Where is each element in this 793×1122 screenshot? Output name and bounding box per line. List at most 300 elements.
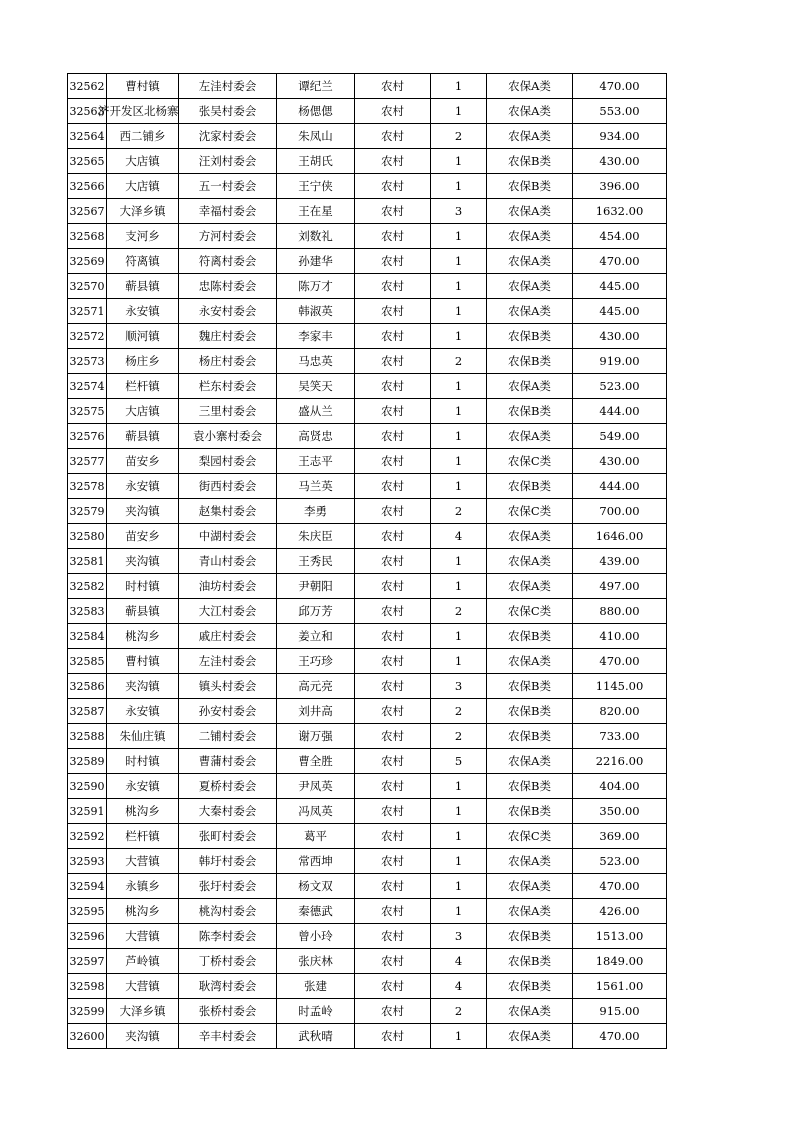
village-committee-cell: 忠陈村委会 (179, 274, 277, 299)
area-type-cell: 农村 (355, 774, 431, 799)
amount-cell: 470.00 (573, 74, 667, 99)
area-type-cell: 农村 (355, 524, 431, 549)
amount-cell: 426.00 (573, 899, 667, 924)
household-count-cell: 2 (431, 599, 487, 624)
household-count-cell: 2 (431, 724, 487, 749)
insurance-category-cell: 农保B类 (487, 174, 573, 199)
township-cell: 永镇乡 (107, 874, 179, 899)
amount-cell: 404.00 (573, 774, 667, 799)
person-name-cell: 朱凤山 (277, 124, 355, 149)
township-cell: 大泽乡镇 (107, 999, 179, 1024)
amount-cell: 2216.00 (573, 749, 667, 774)
amount-cell: 1646.00 (573, 524, 667, 549)
record-id-cell: 32581 (68, 549, 107, 574)
person-name-cell: 王宁侠 (277, 174, 355, 199)
area-type-cell: 农村 (355, 349, 431, 374)
insurance-category-cell: 农保A类 (487, 374, 573, 399)
record-id-cell: 32598 (68, 974, 107, 999)
amount-cell: 553.00 (573, 99, 667, 124)
household-count-cell: 1 (431, 399, 487, 424)
township-cell: 苗安乡 (107, 524, 179, 549)
record-id-cell: 32562 (68, 74, 107, 99)
insurance-category-cell: 农保A类 (487, 849, 573, 874)
person-name-cell: 常西坤 (277, 849, 355, 874)
insurance-category-cell: 农保C类 (487, 499, 573, 524)
record-id-cell: 32597 (68, 949, 107, 974)
area-type-cell: 农村 (355, 874, 431, 899)
table-row (68, 499, 667, 524)
person-name-cell: 孙建华 (277, 249, 355, 274)
township-cell: 西二铺乡 (107, 124, 179, 149)
record-id-cell: 32577 (68, 449, 107, 474)
record-id-cell: 32592 (68, 824, 107, 849)
person-name-cell: 王在星 (277, 199, 355, 224)
record-id-cell: 32584 (68, 624, 107, 649)
township-cell: 夹沟镇 (107, 1024, 179, 1049)
household-count-cell: 1 (431, 174, 487, 199)
area-type-cell: 农村 (355, 999, 431, 1024)
record-id-cell: 32591 (68, 799, 107, 824)
record-id-cell: 32578 (68, 474, 107, 499)
person-name-cell: 高元亮 (277, 674, 355, 699)
household-count-cell: 1 (431, 1024, 487, 1049)
amount-cell: 445.00 (573, 299, 667, 324)
village-committee-cell: 孙安村委会 (179, 699, 277, 724)
village-committee-cell: 沈家村委会 (179, 124, 277, 149)
table-row (68, 824, 667, 849)
township-cell: 夹沟镇 (107, 499, 179, 524)
area-type-cell: 农村 (355, 899, 431, 924)
household-count-cell: 4 (431, 524, 487, 549)
insurance-category-cell: 农保B类 (487, 474, 573, 499)
household-count-cell: 2 (431, 349, 487, 374)
village-committee-cell: 大江村委会 (179, 599, 277, 624)
area-type-cell: 农村 (355, 124, 431, 149)
table-row (68, 649, 667, 674)
record-id-cell: 32569 (68, 249, 107, 274)
village-committee-cell: 梨园村委会 (179, 449, 277, 474)
person-name-cell: 葛平 (277, 824, 355, 849)
village-committee-cell: 曹蒲村委会 (179, 749, 277, 774)
village-committee-cell: 二铺村委会 (179, 724, 277, 749)
person-name-cell: 马兰英 (277, 474, 355, 499)
amount-cell: 1632.00 (573, 199, 667, 224)
record-id-cell: 32565 (68, 149, 107, 174)
table-row (68, 899, 667, 924)
household-count-cell: 1 (431, 799, 487, 824)
area-type-cell: 农村 (355, 324, 431, 349)
amount-cell: 523.00 (573, 374, 667, 399)
area-type-cell: 农村 (355, 574, 431, 599)
township-cell: 朱仙庄镇 (107, 724, 179, 749)
amount-cell: 444.00 (573, 399, 667, 424)
township-cell: 永安镇 (107, 299, 179, 324)
record-id-cell: 32573 (68, 349, 107, 374)
record-id-cell: 32593 (68, 849, 107, 874)
amount-cell: 1145.00 (573, 674, 667, 699)
area-type-cell: 农村 (355, 149, 431, 174)
person-name-cell: 吴笑天 (277, 374, 355, 399)
record-id-cell: 32574 (68, 374, 107, 399)
person-name-cell: 姜立和 (277, 624, 355, 649)
insurance-category-cell: 农保A类 (487, 1024, 573, 1049)
township-cell: 时村镇 (107, 749, 179, 774)
person-name-cell: 马忠英 (277, 349, 355, 374)
insurance-category-cell: 农保C类 (487, 824, 573, 849)
insurance-category-cell: 农保B类 (487, 949, 573, 974)
township-cell: 大营镇 (107, 849, 179, 874)
township-cell: 曹村镇 (107, 649, 179, 674)
table-row (68, 349, 667, 374)
table-body (68, 74, 667, 1049)
amount-cell: 1849.00 (573, 949, 667, 974)
table-row (68, 999, 667, 1024)
area-type-cell: 农村 (355, 474, 431, 499)
township-cell: 永安镇 (107, 699, 179, 724)
household-count-cell: 5 (431, 749, 487, 774)
insurance-category-cell: 农保A类 (487, 124, 573, 149)
area-type-cell: 农村 (355, 699, 431, 724)
insurance-category-cell: 农保C类 (487, 599, 573, 624)
roster-sheet (67, 73, 666, 1049)
table-row (68, 774, 667, 799)
insurance-category-cell: 农保A类 (487, 524, 573, 549)
table-row (68, 174, 667, 199)
record-id-cell: 32590 (68, 774, 107, 799)
household-count-cell: 1 (431, 574, 487, 599)
table-row (68, 524, 667, 549)
person-name-cell: 高贤忠 (277, 424, 355, 449)
township-cell: 符离镇 (107, 249, 179, 274)
insurance-category-cell: 农保B类 (487, 974, 573, 999)
household-count-cell: 3 (431, 924, 487, 949)
area-type-cell: 农村 (355, 824, 431, 849)
person-name-cell: 谢万强 (277, 724, 355, 749)
person-name-cell: 韩淑英 (277, 299, 355, 324)
township-cell: 大泽乡镇 (107, 199, 179, 224)
amount-cell: 820.00 (573, 699, 667, 724)
person-name-cell: 杨偲偲 (277, 99, 355, 124)
table-row (68, 599, 667, 624)
table-row (68, 274, 667, 299)
amount-cell: 470.00 (573, 249, 667, 274)
township-cell: 芦岭镇 (107, 949, 179, 974)
record-id-cell: 32582 (68, 574, 107, 599)
village-committee-cell: 油坊村委会 (179, 574, 277, 599)
record-id-cell: 32572 (68, 324, 107, 349)
township-cell: 桃沟乡 (107, 899, 179, 924)
person-name-cell: 王胡氏 (277, 149, 355, 174)
village-committee-cell: 左洼村委会 (179, 74, 277, 99)
person-name-cell: 曾小玲 (277, 924, 355, 949)
household-count-cell: 1 (431, 74, 487, 99)
insurance-category-cell: 农保A类 (487, 874, 573, 899)
insurance-category-cell: 农保C类 (487, 449, 573, 474)
insurance-category-cell: 农保B类 (487, 324, 573, 349)
township-cell: 曹村镇 (107, 74, 179, 99)
insurance-category-cell: 农保A类 (487, 274, 573, 299)
record-id-cell: 32568 (68, 224, 107, 249)
village-committee-cell: 韩圩村委会 (179, 849, 277, 874)
household-count-cell: 1 (431, 824, 487, 849)
household-count-cell: 3 (431, 199, 487, 224)
village-committee-cell: 赵集村委会 (179, 499, 277, 524)
table-row (68, 424, 667, 449)
person-name-cell: 刘井高 (277, 699, 355, 724)
household-count-cell: 1 (431, 624, 487, 649)
household-count-cell: 4 (431, 974, 487, 999)
record-id-cell: 32587 (68, 699, 107, 724)
insurance-category-cell: 农保A类 (487, 224, 573, 249)
record-id-cell: 32576 (68, 424, 107, 449)
table-row (68, 799, 667, 824)
village-committee-cell: 张桥村委会 (179, 999, 277, 1024)
household-count-cell: 2 (431, 499, 487, 524)
township-cell: 顺河镇 (107, 324, 179, 349)
insurance-category-cell: 农保A类 (487, 899, 573, 924)
table-row (68, 699, 667, 724)
person-name-cell: 朱庆臣 (277, 524, 355, 549)
amount-cell: 430.00 (573, 449, 667, 474)
record-id-cell: 32599 (68, 999, 107, 1024)
insurance-category-cell: 农保B类 (487, 399, 573, 424)
amount-cell: 430.00 (573, 324, 667, 349)
village-committee-cell: 夏桥村委会 (179, 774, 277, 799)
household-count-cell: 1 (431, 474, 487, 499)
village-committee-cell: 魏庄村委会 (179, 324, 277, 349)
record-id-cell: 32600 (68, 1024, 107, 1049)
household-count-cell: 1 (431, 224, 487, 249)
record-id-cell: 32564 (68, 124, 107, 149)
table-row (68, 849, 667, 874)
township-cell: 杨庄乡 (107, 349, 179, 374)
township-cell: 苗安乡 (107, 449, 179, 474)
area-type-cell: 农村 (355, 449, 431, 474)
township-cell: 大店镇 (107, 399, 179, 424)
household-count-cell: 1 (431, 774, 487, 799)
township-cell: 夹沟镇 (107, 549, 179, 574)
table-row (68, 374, 667, 399)
person-name-cell: 尹凤英 (277, 774, 355, 799)
person-name-cell: 张建 (277, 974, 355, 999)
township-cell: 支河乡 (107, 224, 179, 249)
amount-cell: 444.00 (573, 474, 667, 499)
insurance-category-cell: 农保B类 (487, 674, 573, 699)
household-count-cell: 2 (431, 999, 487, 1024)
household-count-cell: 4 (431, 949, 487, 974)
township-cell: 大店镇 (107, 149, 179, 174)
table-row (68, 749, 667, 774)
record-id-cell: 32580 (68, 524, 107, 549)
amount-cell: 470.00 (573, 874, 667, 899)
roster-table (67, 73, 667, 1049)
household-count-cell: 1 (431, 299, 487, 324)
area-type-cell: 农村 (355, 1024, 431, 1049)
insurance-category-cell: 农保B类 (487, 724, 573, 749)
table-row (68, 324, 667, 349)
area-type-cell: 农村 (355, 624, 431, 649)
person-name-cell: 曹全胜 (277, 749, 355, 774)
village-committee-cell: 栏东村委会 (179, 374, 277, 399)
insurance-category-cell: 农保B类 (487, 149, 573, 174)
township-cell: 蕲县镇 (107, 274, 179, 299)
record-id-cell: 32575 (68, 399, 107, 424)
township-cell: 大营镇 (107, 924, 179, 949)
amount-cell: 470.00 (573, 649, 667, 674)
table-row (68, 624, 667, 649)
table-row (68, 74, 667, 99)
township-cell: 栏杆镇 (107, 374, 179, 399)
household-count-cell: 2 (431, 124, 487, 149)
village-committee-cell: 戚庄村委会 (179, 624, 277, 649)
insurance-category-cell: 农保A类 (487, 99, 573, 124)
amount-cell: 350.00 (573, 799, 667, 824)
village-committee-cell: 大秦村委会 (179, 799, 277, 824)
insurance-category-cell: 农保B类 (487, 349, 573, 374)
table-row (68, 199, 667, 224)
amount-cell: 430.00 (573, 149, 667, 174)
area-type-cell: 农村 (355, 974, 431, 999)
amount-cell: 523.00 (573, 849, 667, 874)
village-committee-cell: 耿湾村委会 (179, 974, 277, 999)
village-committee-cell: 永安村委会 (179, 299, 277, 324)
amount-cell: 915.00 (573, 999, 667, 1024)
amount-cell: 470.00 (573, 1024, 667, 1049)
person-name-cell: 盛从兰 (277, 399, 355, 424)
village-committee-cell: 方河村委会 (179, 224, 277, 249)
record-id-cell: 32566 (68, 174, 107, 199)
area-type-cell: 农村 (355, 499, 431, 524)
table-row (68, 474, 667, 499)
area-type-cell: 农村 (355, 374, 431, 399)
table-row (68, 149, 667, 174)
insurance-category-cell: 农保A类 (487, 74, 573, 99)
table-row (68, 124, 667, 149)
record-id-cell: 32585 (68, 649, 107, 674)
person-name-cell: 张庆林 (277, 949, 355, 974)
record-id-cell: 32586 (68, 674, 107, 699)
household-count-cell: 1 (431, 899, 487, 924)
village-committee-cell: 汪刘村委会 (179, 149, 277, 174)
insurance-category-cell: 农保A类 (487, 999, 573, 1024)
household-count-cell: 1 (431, 274, 487, 299)
record-id-cell: 32570 (68, 274, 107, 299)
village-committee-cell: 杨庄村委会 (179, 349, 277, 374)
household-count-cell: 1 (431, 849, 487, 874)
insurance-category-cell: 农保B类 (487, 924, 573, 949)
table-row (68, 974, 667, 999)
amount-cell: 733.00 (573, 724, 667, 749)
table-row (68, 1024, 667, 1049)
township-cell: 永安镇 (107, 474, 179, 499)
table-row (68, 549, 667, 574)
insurance-category-cell: 农保B类 (487, 799, 573, 824)
area-type-cell: 农村 (355, 599, 431, 624)
village-committee-cell: 张町村委会 (179, 824, 277, 849)
area-type-cell: 农村 (355, 799, 431, 824)
area-type-cell: 农村 (355, 549, 431, 574)
table-row (68, 924, 667, 949)
village-committee-cell: 青山村委会 (179, 549, 277, 574)
table-row (68, 224, 667, 249)
village-committee-cell: 张吴村委会 (179, 99, 277, 124)
amount-cell: 396.00 (573, 174, 667, 199)
insurance-category-cell: 农保A类 (487, 549, 573, 574)
area-type-cell: 农村 (355, 949, 431, 974)
village-committee-cell: 张圩村委会 (179, 874, 277, 899)
household-count-cell: 1 (431, 424, 487, 449)
table-row (68, 724, 667, 749)
village-committee-cell: 五一村委会 (179, 174, 277, 199)
township-cell: 桃沟乡 (107, 799, 179, 824)
township-cell: 济开发区北杨寨 (107, 99, 179, 124)
household-count-cell: 1 (431, 99, 487, 124)
person-name-cell: 武秋晴 (277, 1024, 355, 1049)
village-committee-cell: 左洼村委会 (179, 649, 277, 674)
insurance-category-cell: 农保A类 (487, 749, 573, 774)
person-name-cell: 王巧珍 (277, 649, 355, 674)
insurance-category-cell: 农保A类 (487, 199, 573, 224)
township-cell: 永安镇 (107, 774, 179, 799)
village-committee-cell: 桃沟村委会 (179, 899, 277, 924)
insurance-category-cell: 农保A类 (487, 299, 573, 324)
table-row (68, 574, 667, 599)
record-id-cell: 32596 (68, 924, 107, 949)
record-id-cell: 32563 (68, 99, 107, 124)
amount-cell: 934.00 (573, 124, 667, 149)
table-row (68, 949, 667, 974)
area-type-cell: 农村 (355, 74, 431, 99)
amount-cell: 549.00 (573, 424, 667, 449)
area-type-cell: 农村 (355, 199, 431, 224)
area-type-cell: 农村 (355, 224, 431, 249)
township-cell: 栏杆镇 (107, 824, 179, 849)
insurance-category-cell: 农保B类 (487, 624, 573, 649)
village-committee-cell: 镇头村委会 (179, 674, 277, 699)
table-row (68, 99, 667, 124)
record-id-cell: 32567 (68, 199, 107, 224)
village-committee-cell: 符离村委会 (179, 249, 277, 274)
township-cell: 蕲县镇 (107, 599, 179, 624)
township-cell: 蕲县镇 (107, 424, 179, 449)
table-row (68, 399, 667, 424)
table-row (68, 874, 667, 899)
person-name-cell: 时孟岭 (277, 999, 355, 1024)
village-committee-cell: 中湖村委会 (179, 524, 277, 549)
village-committee-cell: 三里村委会 (179, 399, 277, 424)
household-count-cell: 1 (431, 449, 487, 474)
record-id-cell: 32595 (68, 899, 107, 924)
insurance-category-cell: 农保A类 (487, 649, 573, 674)
household-count-cell: 1 (431, 649, 487, 674)
amount-cell: 880.00 (573, 599, 667, 624)
insurance-category-cell: 农保A类 (487, 424, 573, 449)
insurance-category-cell: 农保A类 (487, 249, 573, 274)
amount-cell: 454.00 (573, 224, 667, 249)
person-name-cell: 陈万才 (277, 274, 355, 299)
township-cell: 桃沟乡 (107, 624, 179, 649)
insurance-category-cell: 农保B类 (487, 774, 573, 799)
person-name-cell: 刘数礼 (277, 224, 355, 249)
amount-cell: 919.00 (573, 349, 667, 374)
village-committee-cell: 辛丰村委会 (179, 1024, 277, 1049)
person-name-cell: 尹朝阳 (277, 574, 355, 599)
person-name-cell: 李家丰 (277, 324, 355, 349)
township-cell: 大店镇 (107, 174, 179, 199)
village-committee-cell: 袁小寨村委会 (179, 424, 277, 449)
area-type-cell: 农村 (355, 249, 431, 274)
area-type-cell: 农村 (355, 649, 431, 674)
